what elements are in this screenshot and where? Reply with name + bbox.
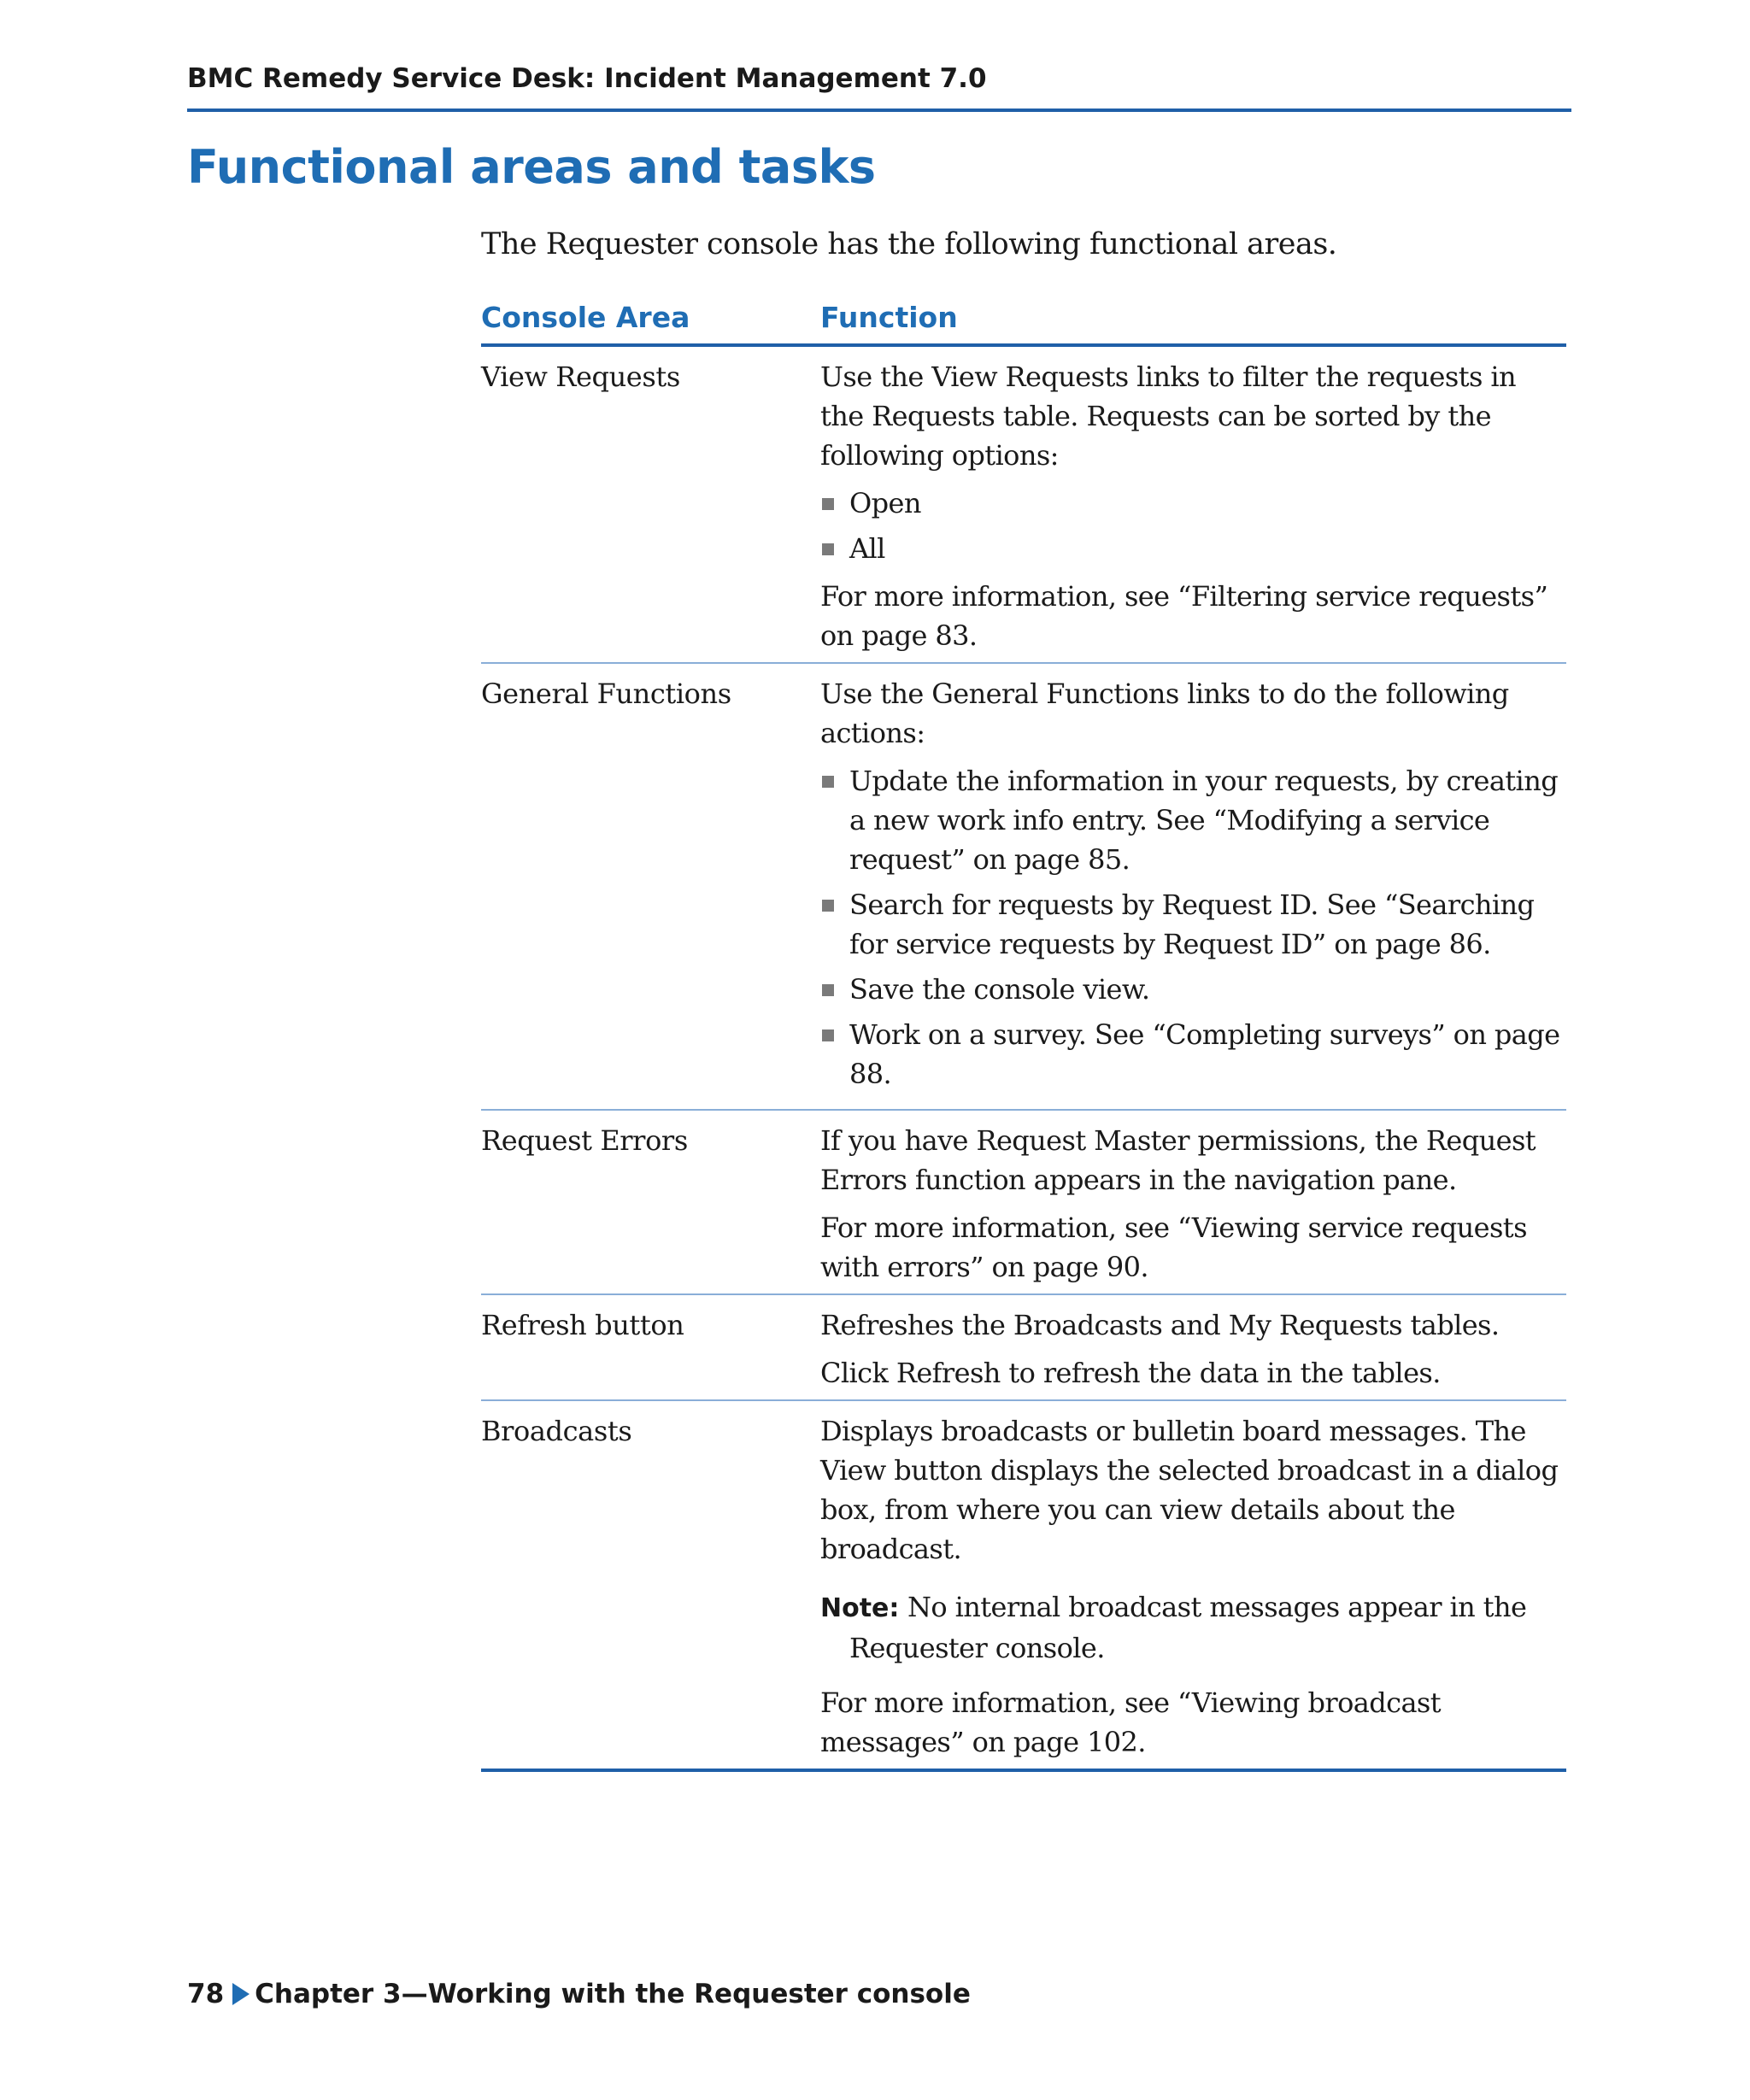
list-item-text: Search for requests by Request ID. See “Searching for service requests by Request ID” on page 86.: [849, 889, 1535, 960]
bullet-square-icon: [822, 984, 834, 996]
list-item: [820, 761, 1566, 879]
bullet-list: [820, 761, 1566, 1094]
function-text: Displays broadcasts or bulletin board messages. The View button displays the selected broadcast in a dialog box, from where you can view details about the broadcast.: [820, 1415, 1559, 1565]
section-title: Functional areas and tasks: [187, 140, 876, 194]
list-item: [820, 970, 1566, 1009]
function-cell: [820, 357, 1566, 655]
console-area-cell: Refresh button: [481, 1309, 684, 1341]
bullet-square-icon: [822, 900, 834, 912]
bullet-square-icon: [822, 776, 834, 788]
table-row: [481, 664, 1566, 1111]
console-area-cell: View Requests: [481, 361, 680, 393]
list-item-text: All: [849, 532, 885, 565]
functional-areas-table: [481, 294, 1566, 1772]
note: [820, 1587, 1566, 1668]
page-number: 78: [187, 1979, 225, 2009]
chapter-title: Chapter 3—Working with the Requester console: [255, 1979, 971, 2009]
table-row: [481, 1111, 1566, 1295]
list-item-text: Save the console view.: [849, 973, 1150, 1006]
function-text: For more information, see “Viewing broadcast messages” on page 102.: [820, 1686, 1442, 1758]
function-text: For more information, see “Filtering service requests” on page 83.: [820, 580, 1548, 652]
function-cell: [820, 1121, 1566, 1287]
list-item: [820, 529, 1566, 568]
function-text: Refreshes the Broadcasts and My Requests tables.: [820, 1309, 1500, 1341]
table-row: [481, 1295, 1566, 1401]
running-header: BMC Remedy Service Desk: Incident Management 7.0: [187, 63, 987, 94]
triangle-right-icon: [232, 1983, 250, 2005]
console-area-cell: Request Errors: [481, 1124, 688, 1157]
function-text: Click Refresh to refresh the data in the tables.: [820, 1357, 1441, 1389]
function-text: For more information, see “Viewing service requests with errors” on page 90.: [820, 1211, 1527, 1283]
bullet-square-icon: [822, 498, 834, 510]
list-item: [820, 1015, 1566, 1094]
table-row: [481, 1401, 1566, 1772]
page-footer: [187, 1979, 971, 2009]
function-cell: [820, 1411, 1566, 1762]
function-cell: [820, 674, 1566, 1102]
table-row: [481, 347, 1566, 664]
note-text: No internal broadcast messages appear in the Requester console.: [849, 1591, 1527, 1664]
column-header-console-area: Console Area: [481, 301, 690, 334]
list-item: [820, 885, 1566, 964]
list-item-text: Open: [849, 487, 921, 519]
note-label: Note:: [820, 1593, 900, 1623]
list-item-text: Work on a survey. See “Completing surveys” on page 88.: [849, 1018, 1560, 1090]
function-cell: [820, 1305, 1566, 1393]
table-header: [481, 294, 1566, 347]
function-text: Use the View Requests links to filter the requests in the Requests table. Requests can be sorted by the following options:: [820, 361, 1516, 472]
header-rule: [187, 109, 1571, 112]
bullet-square-icon: [822, 543, 834, 555]
bullet-square-icon: [822, 1029, 834, 1041]
bullet-list: [820, 484, 1566, 568]
console-area-cell: General Functions: [481, 678, 731, 710]
function-text: If you have Request Master permissions, the Request Errors function appears in the navigation pane.: [820, 1124, 1536, 1196]
column-header-function: Function: [820, 301, 958, 334]
function-text: Use the General Functions links to do the following actions:: [820, 678, 1509, 749]
console-area-cell: Broadcasts: [481, 1415, 632, 1447]
list-item-text: Update the information in your requests, by creating a new work info entry. See “Modifying a service request” on page 85.: [849, 765, 1559, 876]
intro-paragraph: The Requester console has the following functional areas.: [481, 227, 1337, 261]
list-item: [820, 484, 1566, 523]
